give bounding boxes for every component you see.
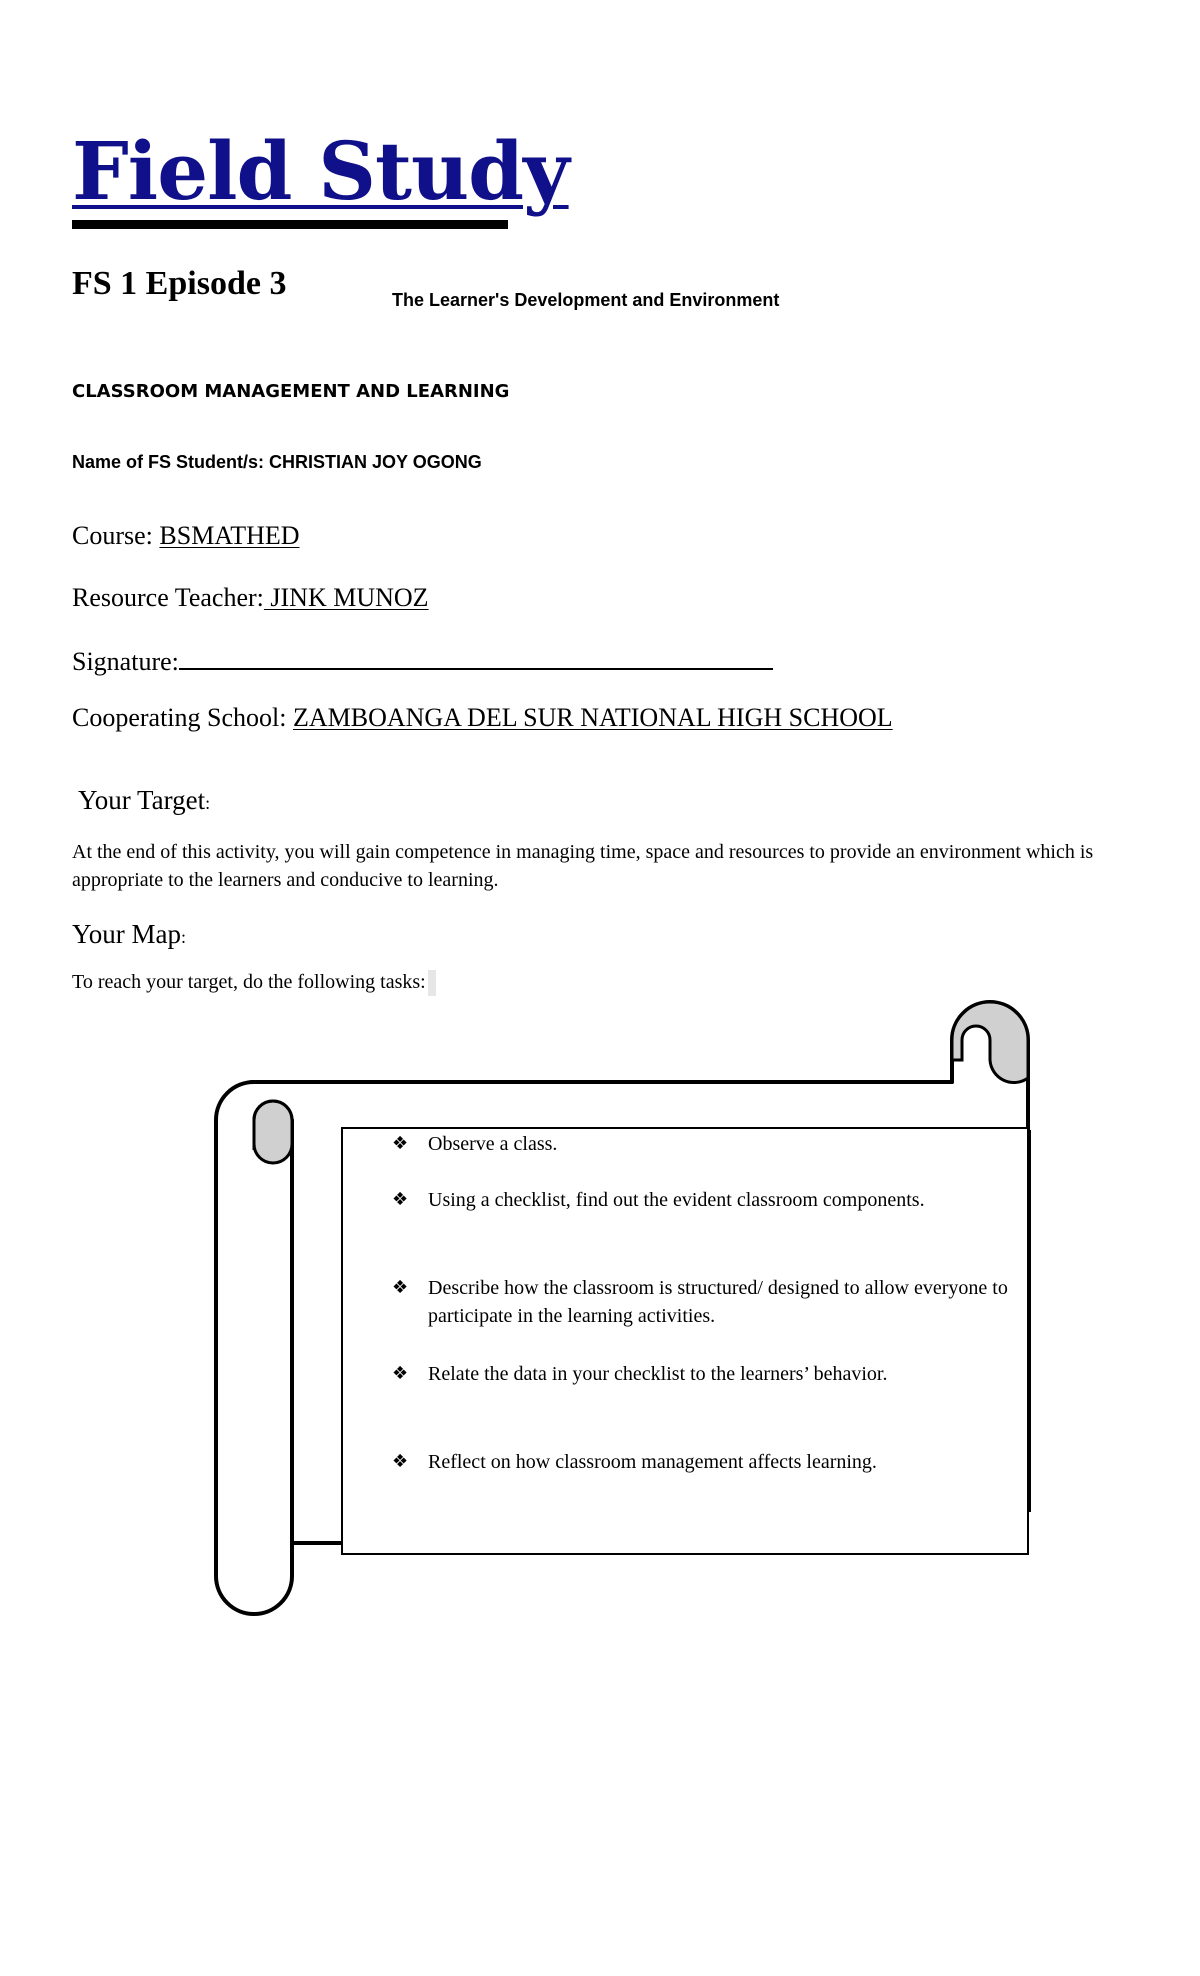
- your-map-colon: :: [181, 927, 187, 947]
- map-paragraph-text: To reach your target, do the following tasks:: [72, 971, 426, 993]
- document-title: Field Study: [72, 124, 569, 218]
- scroll-left-curl: [254, 1101, 292, 1163]
- cooperating-school-label: Cooperating School:: [72, 703, 287, 732]
- student-name-label: Name of FS Student/s:: [72, 452, 265, 472]
- task-text: Using a checklist, find out the evident classroom components.: [428, 1189, 925, 1211]
- signature-label: Signature:: [72, 647, 179, 676]
- section-heading: CLASSROOM MANAGEMENT AND LEARNING: [72, 381, 510, 402]
- diamond-bullet-icon: ❖: [392, 1363, 409, 1384]
- course-label: Course:: [72, 521, 153, 550]
- episode-subtitle: The Learner's Development and Environment: [392, 290, 780, 310]
- diamond-bullet-icon: ❖: [392, 1189, 409, 1210]
- your-map-heading-text: Your Map: [72, 919, 182, 949]
- task-text: Observe a class.: [428, 1133, 558, 1155]
- task-text: Reflect on how classroom management affects learning.: [428, 1451, 877, 1473]
- cooperating-school-value: ZAMBOANGA DEL SUR NATIONAL HIGH SCHOOL: [292, 703, 893, 732]
- diamond-bullet-icon: ❖: [392, 1277, 409, 1298]
- scroll-right-curl: [952, 1002, 1028, 1083]
- your-target-colon: :: [205, 793, 211, 813]
- student-name-text: CHRISTIAN JOY OGONG: [269, 452, 482, 472]
- episode-label: FS 1 Episode 3: [72, 265, 287, 302]
- task-text: Describe how the classroom is structured/ designed to allow everyone to participate in the learning activities.: [428, 1277, 1008, 1327]
- resource-teacher-value: JINK MUNOZ: [263, 583, 429, 612]
- diamond-bullet-icon: ❖: [392, 1451, 409, 1472]
- resource-teacher-label: Resource Teacher:: [72, 583, 264, 612]
- diamond-bullet-icon: ❖: [392, 1133, 409, 1154]
- target-paragraph: At the end of this activity, you will gain competence in managing time, space and resources to provide an environment which is appropriate to the learners and conducive to learning.: [72, 841, 1094, 891]
- your-target-heading-text: Your Target: [78, 785, 206, 815]
- task-text: Relate the data in your checklist to the learners’ behavior.: [428, 1363, 888, 1385]
- course-value: BSMATHED: [159, 521, 300, 550]
